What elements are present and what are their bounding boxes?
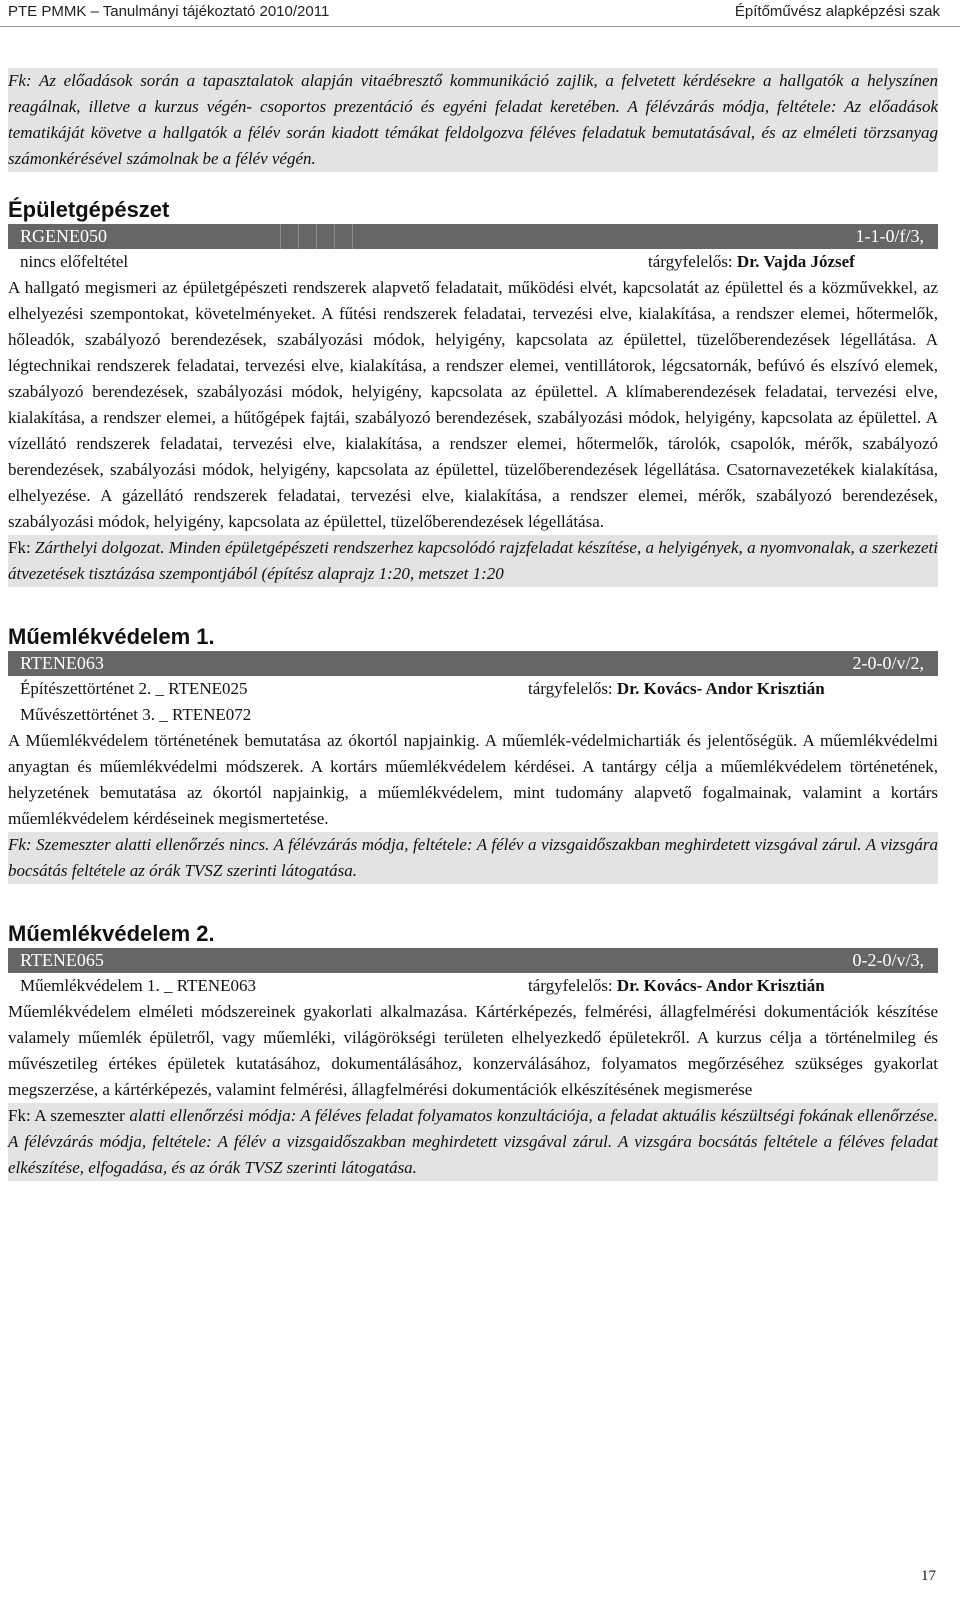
fk-text: Szemeszter alatti ellenőrzés nincs. A félévzárás módja, feltétele: A félév a vizsgaidőszakban meghirdetett vizsgával zárul. A vizsgára bocsátás feltétele az órák TVSZ szerinti látogatása. <box>8 835 939 880</box>
course-prerequisite: Műemlékvédelem 1. _ RTENE063 <box>20 976 256 995</box>
intro-paragraph <box>8 68 938 172</box>
course-hours: 2-0-0/v/2, <box>852 653 924 673</box>
fk-label: Fk: <box>8 538 31 557</box>
fk-label: Fk: <box>8 1106 31 1125</box>
fk-label: Fk: <box>8 835 32 854</box>
course-description: A Műemlékvédelem történetének bemutatása az ókortól napjainkig. A műemlék-védelmichartiák és jelentőségük. A műemlékvédelmi anyagtan és műemlékvédelmi módszerek. A kortárs műemlékvédelem kérdései. A tantárgy célja a műemlékvédelem történetének, helyzetének bemutatása az ókortól napjainkig, a műemlékvédelem, mint tudomány alapvető fogalmainak, valamint a kortárs műemlékvédelem kérdéseinek megismertetése. <box>8 731 938 828</box>
course-description: Műemlékvédelem elméleti módszereinek gyakorlati alkalmazása. Kártérképezés, felmérési, állagfelmérési dokumentációk készítése valamely műemlék épületről, vagy műemléki, világörökségi területen elhelyezkedő épületekről. A kurzus célja a történelmileg és művészetileg értékes épületek kutatásához, dokumentálásához, konzerválásához, folyamatos megőrzéséhez szükséges gyakorlat megszerzése, a kártérképezés, valamint felmérési, állagfelmérési dokumentációk elkészítésének megismerése <box>8 1002 938 1099</box>
course-prerequisite: nincs előfeltétel <box>20 252 129 271</box>
course-assessment <box>8 1103 938 1181</box>
course-muemlekvedelem-1 <box>8 623 938 884</box>
course-meta <box>8 676 938 702</box>
course-responsible <box>648 249 855 275</box>
code-bar-divider <box>334 224 335 249</box>
course-hours: 0-2-0/v/3, <box>852 950 924 970</box>
course-code: RTENE065 <box>20 950 104 970</box>
course-description: A hallgató megismeri az épületgépészeti rendszerek alapvető feladatait, működési elvét, kapcsolatát az épülettel és a közművekkel, az elhelyezési szempontokat, követelményeket. A fűtési rendszerek feladatai, tervezési elve, kialakítása, a rendszer elemei, hőtermelők, hőleadók, szabályozó berendezések, szabályozási módok, helyigény, kapcsolata az épülettel, tüzelőberendezések légellátása. A légtechnikai rendszerek feladatai, tervezési elve, kialakítása, a rendszer elemei, ventillátorok, légcsatornák, befúvó és elszívó elemek, szabályozó berendezések, szabályozási módok, helyigény, kapcsolata az épülettel. A klímaberendezések feladatai, tervezési elve, kialakítása, a rendszer elemei, a hűtőgépek fajtái, szabályozó berendezések, szabályozási módok, helyigény, kapcsolata az épülettel. A vízellátó rendszerek feladatai, tervezési elve, kialakítása, a rendszer elemei, hőtermelők, tárolók, csapolók, mérők, szabályozó berendezések, szabályozási módok, helyigény, kapcsolata az épülettel, tüzelőberendezések légellátása. Csatornavezetékek kialakítása, elhelyezése. A gázellátó rendszerek feladatai, tervezési elve, kialakítása, a rendszer elemei, mérők, szabályozó berendezések, szabályozási módok, helyigény, kapcsolata az épülettel, tüzelőberendezések légellátása. <box>8 278 938 531</box>
course-assessment <box>8 832 938 884</box>
course-meta-2 <box>8 702 938 728</box>
course-code-bar <box>8 651 938 676</box>
header-right: Építőművész alapképzési szak <box>734 3 940 20</box>
header-left: PTE PMMK – Tanulmányi tájékoztató 2010/2011 <box>8 3 330 20</box>
course-assessment <box>8 535 938 587</box>
course-code-bar <box>8 224 938 249</box>
intro-text: Az előadások során a tapasztalatok alapján vitaébresztő kommunikáció zajlik, a felvetett kérdésekre a hallgatók a helyszínen reagálnak, illetve a kurzus végén- csoportos prezentáció és egyéni feladat keretében. A félévzárás módja, feltétele: Az előadások tematikáját követve a hallgatók a félév során kiadott témákat feldolgozva féléves feladatuk bemutatásával, és az elméleti törzsanyag számonkérésével számolnak be a félév végén. <box>8 71 938 168</box>
code-bar-divider <box>316 224 317 249</box>
course-title: Műemlékvédelem 2. <box>8 921 215 946</box>
course-code: RGENE050 <box>20 226 107 246</box>
code-bar-divider <box>298 224 299 249</box>
course-title: Műemlékvédelem 1. <box>8 624 215 649</box>
course-hours: 1-1-0/f/3, <box>855 226 924 246</box>
responsible-label: tárgyfelelős: <box>648 252 733 271</box>
course-meta <box>8 973 938 999</box>
course-prerequisite-2: Művészettörténet 3. _ RTENE072 <box>20 705 252 724</box>
course-code-bar <box>8 948 938 973</box>
responsible-label: tárgyfelelős: <box>528 679 613 698</box>
fk-text: Zárthelyi dolgozat. Minden épületgépészeti rendszerhez kapcsolódó rajzfeladat készítése, a helyigények, a nyomvonalak, a szerkezeti átvezetések tisztázása szempontjából (építész alaprajz 1:20, metszet 1:20 <box>8 538 938 583</box>
course-prerequisite: Építészettörténet 2. _ RTENE025 <box>20 679 248 698</box>
course-responsible <box>528 973 825 999</box>
content <box>8 68 938 1181</box>
page-header <box>0 0 960 26</box>
page-number: 17 <box>921 1568 936 1584</box>
code-bar-divider <box>280 224 281 249</box>
course-title: Épületgépészet <box>8 197 170 222</box>
responsible-name: Dr. Vajda József <box>736 252 855 271</box>
intro-fk-label: Fk: <box>8 71 32 90</box>
course-epuletgepeszet <box>8 196 938 587</box>
responsible-label: tárgyfelelős: <box>528 976 613 995</box>
course-responsible <box>528 676 825 702</box>
fk-text-plain: A szemeszter <box>34 1106 125 1125</box>
course-muemlekvedelem-2 <box>8 920 938 1181</box>
course-code: RTENE063 <box>20 653 104 673</box>
code-bar-divider <box>352 224 353 249</box>
responsible-name: Dr. Kovács- Andor Krisztián <box>616 976 825 995</box>
course-meta <box>8 249 938 275</box>
responsible-name: Dr. Kovács- Andor Krisztián <box>616 679 825 698</box>
fk-text: alatti ellenőrzési módja: A féléves feladat folyamatos konzultációja, a feladat aktuális készültségi fokának ellenőrzése. A félévzárás módja, feltétele: A félév a vizsgaidőszakban meghirdetett vizsgával zárul. A vizsgára bocsátás feltétele a féléves feladat elkészítése, elfogadása, és az órák TVSZ szerinti látogatása. <box>8 1106 938 1177</box>
header-rule <box>0 26 960 27</box>
